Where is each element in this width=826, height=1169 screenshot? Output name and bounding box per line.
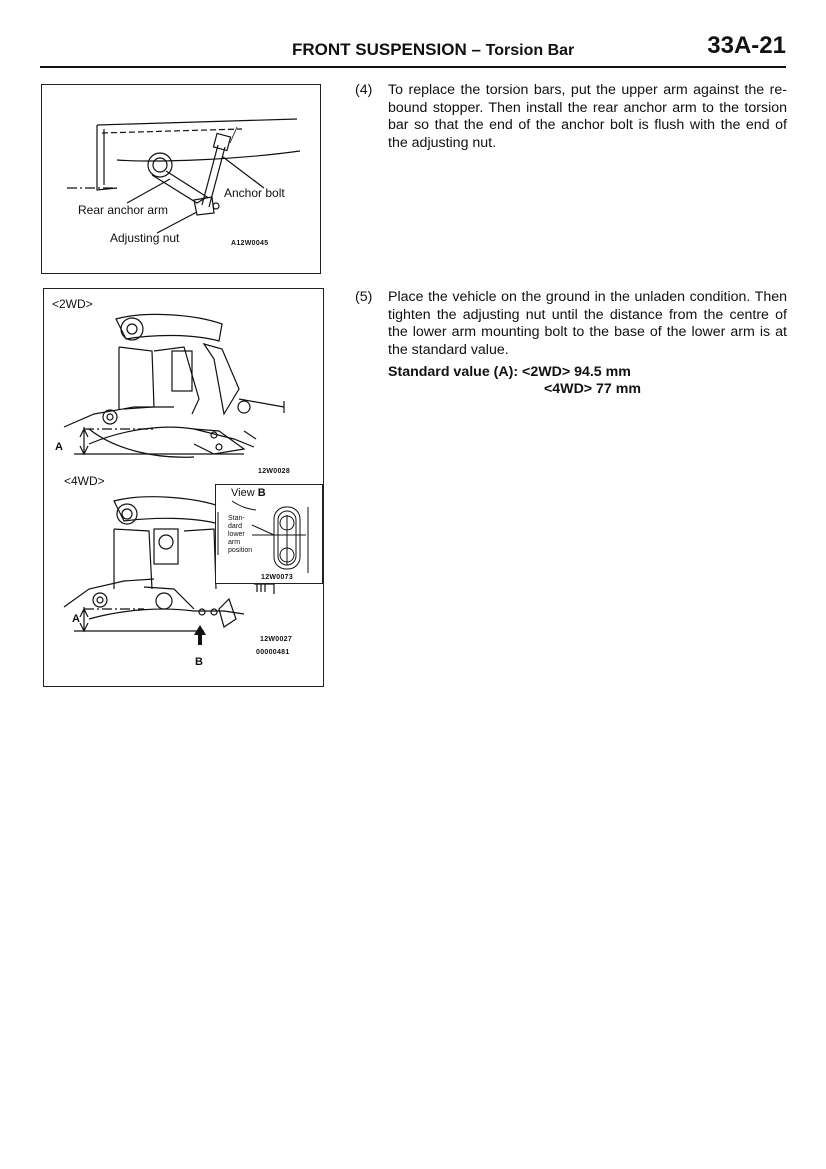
standard-value-4wd: <4WD> 77 mm: [544, 381, 641, 397]
title-sub: Torsion Bar: [485, 42, 575, 59]
standard-value-2wd: <2WD> 94.5 mm: [522, 364, 631, 380]
view-b-inset: [215, 484, 323, 584]
2wd-label: <2WD>: [52, 297, 93, 311]
page-number: 33A-21: [707, 32, 786, 59]
rear-anchor-arm-label: Rear anchor arm: [78, 203, 169, 217]
title-main: FRONT SUSPENSION: [292, 40, 467, 59]
step-4-number: (4): [355, 82, 373, 98]
anchor-arm-illustration: [42, 85, 320, 273]
view-label-line-4: arm: [228, 539, 241, 546]
lower-arm-figure: [43, 288, 324, 687]
dimension-a-top-label: A: [55, 441, 63, 453]
step-5-text: Place the vehicle on the ground in the unladen condition. Then tighten the adjusting nut until the distance from the centre of the lower arm mounting bolt to the base of the lower arm is at the standard value.: [388, 289, 787, 358]
figure-code-ref: 00000481: [256, 649, 290, 656]
page-header: [40, 30, 786, 66]
view-label-line-5: position: [228, 547, 253, 554]
adjusting-nut-label: Adjusting nut: [110, 231, 180, 245]
arrow-b-label: B: [195, 656, 203, 668]
view-label-line-1: Stan-: [228, 515, 245, 522]
view-label-line-2: dard: [228, 523, 243, 530]
step-5-number: (5): [355, 289, 373, 305]
anchor-bolt-label: Anchor bolt: [224, 186, 285, 200]
dimension-a-bottom-label: A: [72, 613, 80, 625]
view-b-prefix: View: [231, 487, 258, 499]
step-5: [355, 289, 787, 359]
standard-value-line-1: [388, 364, 631, 380]
step-4: [355, 82, 787, 152]
header-rule: [40, 66, 786, 68]
section-title: [292, 40, 574, 60]
figure-code-2wd: 12W0028: [258, 468, 291, 475]
title-dash: –: [466, 40, 486, 59]
anchor-arm-figure: [41, 84, 321, 274]
step-4-text: To replace the torsion bars, put the upper arm against the re-bound stopper. Then install the rear anchor arm to the torsion bar so that the end of the anchor bolt is flush with the end of the adjusting nut.: [388, 82, 787, 151]
4wd-label: <4WD>: [64, 474, 105, 488]
view-b-label: [228, 515, 252, 555]
view-b-letter: B: [257, 487, 266, 499]
standard-value-label: Standard value (A):: [388, 364, 519, 380]
view-b-code: 12W0073: [261, 574, 294, 581]
figure-code-4wd: 12W0027: [260, 636, 293, 643]
view-label-line-3: lower: [228, 531, 245, 538]
figure-code: A12W0045: [231, 240, 269, 247]
view-b-title: [231, 487, 266, 499]
